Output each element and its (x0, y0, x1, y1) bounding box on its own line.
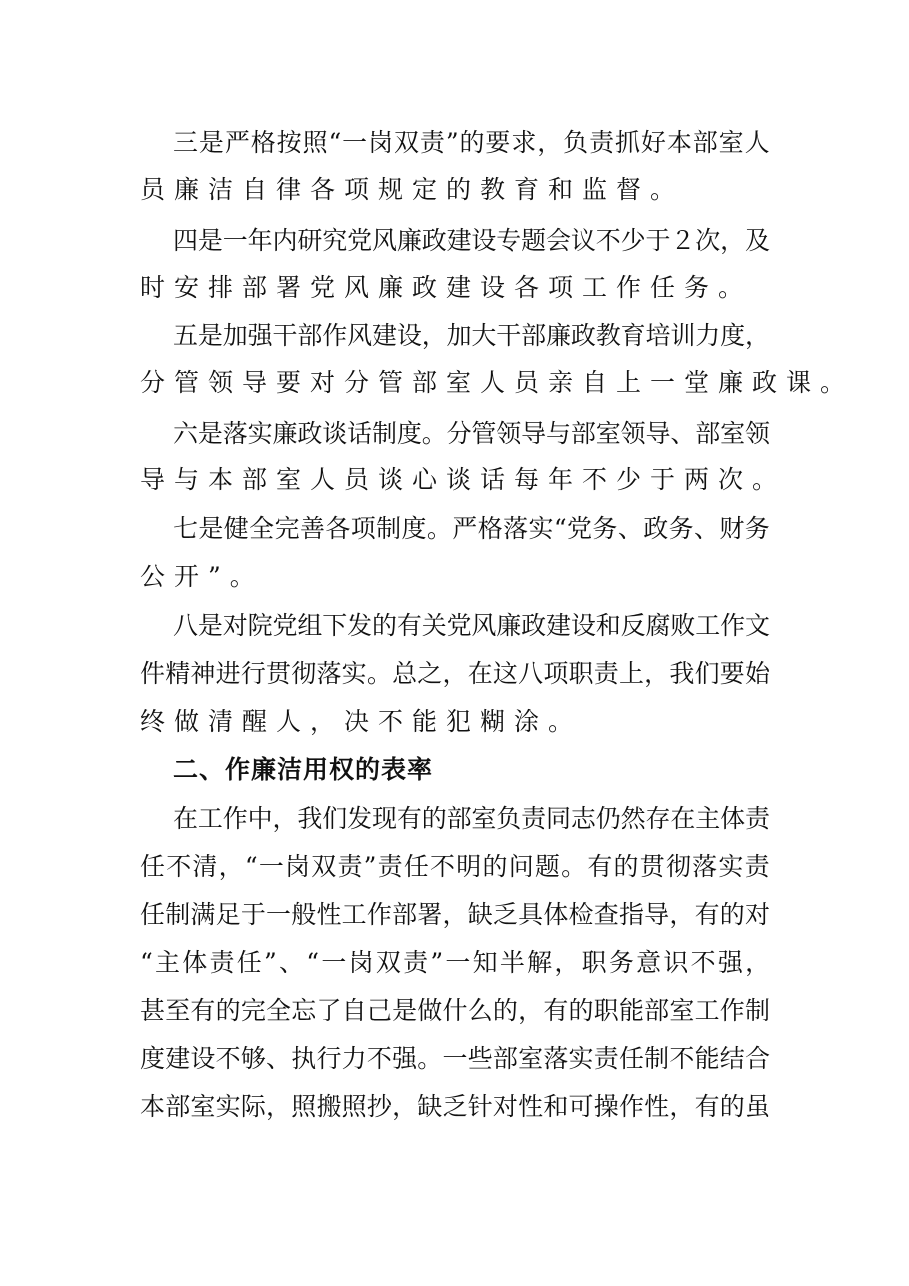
section-heading: 二、作廉洁用权的表率 (173, 755, 434, 784)
paragraph-line: 公开”。 (140, 562, 264, 591)
paragraph-line: 本部室实际，照搬照抄，缺乏针对性和可操作性，有的虽 (140, 1092, 771, 1121)
paragraph-line: 六是落实廉政谈话制度。分管领导与部室领导、部室领 (173, 419, 770, 448)
paragraph-line: 员廉洁自律各项规定的教育和监督。 (140, 175, 685, 204)
paragraph-line: 时安排部署党风廉政建设各项工作任务。 (140, 273, 753, 302)
paragraph-line: 七是健全完善各项制度。严格落实“党务、政务、财务 (173, 514, 771, 543)
paragraph-line: 导与本部室人员谈心谈话每年不少于两次。 (140, 465, 787, 494)
paragraph-line: 任不清，“一岗双责”责任不明的问题。有的贯彻落实责 (140, 852, 771, 881)
paragraph-line: 八是对院党组下发的有关党风廉政建设和反腐败工作文 (173, 611, 770, 640)
paragraph-line: 五是加强干部作风建设，加大干部廉政教育培训力度， (173, 321, 770, 350)
paragraph-line: 终做清醒人，决不能犯糊涂。 (140, 707, 583, 736)
paragraph-line: 件精神进行贯彻落实。总之，在这八项职责上，我们要始 (140, 659, 771, 688)
paragraph-line: 度建设不够、执行力不强。一些部室落实责任制不能结合 (140, 1044, 771, 1073)
paragraph-line: “主体责任”、“一岗双责”一知半解，职务意识不强， (140, 948, 773, 977)
paragraph-line: 在工作中，我们发现有的部室负责同志仍然存在主体责 (173, 804, 770, 833)
paragraph-line: 分管领导要对分管部室人员亲自上一堂廉政课。 (140, 368, 855, 397)
paragraph-line: 四是一年内研究党风廉政建设专题会议不少于２次，及 (173, 226, 770, 255)
paragraph-line: 甚至有的完全忘了自己是做什么的，有的职能部室工作制 (140, 996, 771, 1025)
paragraph-line: 三是严格按照“一岗双责”的要求，负责抓好本部室人 (173, 128, 771, 157)
paragraph-line: 任制满足于一般性工作部署，缺乏具体检查指导，有的对 (140, 900, 771, 929)
